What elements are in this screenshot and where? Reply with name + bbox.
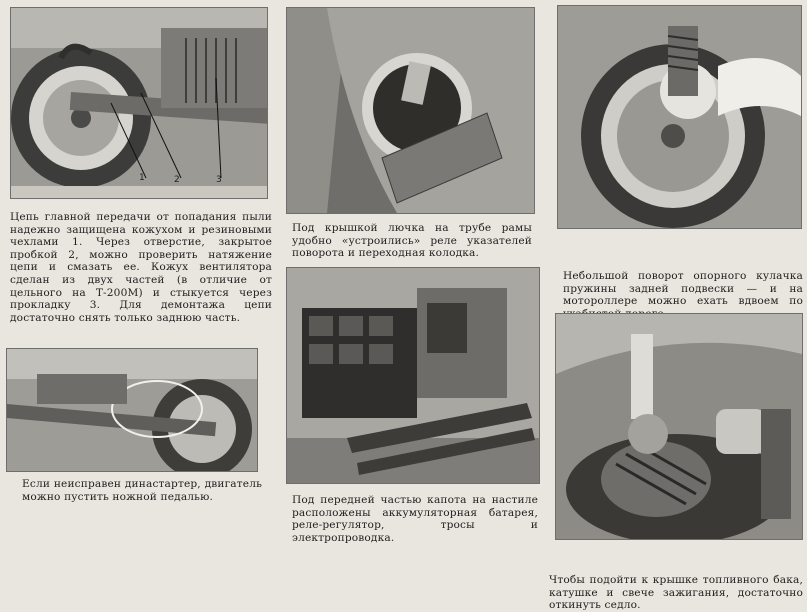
callout-label-1: 1 [139,173,145,183]
caption-under-seat [549,574,803,612]
caption-battery-compartment [292,494,538,544]
caption-frame-hatch [292,222,532,260]
photo-chain-guard [10,7,268,199]
battery-compartment-illustration [287,268,539,483]
callout-label-2: 2 [174,175,180,185]
caption-battery-compartment-text: Под передней частью капота на настиле расположены аккумуляторная батарея, реле-регулятор, тросы и электропроводка. [292,494,538,544]
caption-chain-guard-text: Цепь главной передачи от попадания пыли надежно защищена кожухом и резиновыми чехлами 1. Через отверстие, закрытое пробкой 2, можно проверить натяжение цепи и смазать ее. Кожух вентилятора сделан из двух частей (в отличие от цельного на Т-200М) и стыкуется через прокладку 3. Для демонтажа цепи достаточно снять только заднюю часть. [10,211,272,324]
rear-suspension-illustration [558,6,801,228]
frame-hatch-illustration [287,8,534,213]
caption-kick-start [22,478,262,503]
photo-rear-suspension [557,5,802,229]
caption-chain-guard [10,211,272,324]
photo-kick-start [6,348,258,472]
chain-guard-illustration [11,8,267,198]
kick-start-illustration [7,349,257,471]
photo-battery-compartment [286,267,540,484]
caption-frame-hatch-text: Под крышкой лючка на трубе рамы удобно «устроились» реле указателей поворота и переходная колодка. [292,222,532,260]
caption-rear-suspension-text: Небольшой поворот опорного кулачка пружины задней подвески — и на мотороллере можно ехать вдвоем по [563,270,803,308]
photo-under-seat [555,313,803,540]
callout-label-3: 3 [216,175,222,185]
caption-kick-start-text: Если неисправен династартер, двигатель можно пустить ножной педалью. [22,478,262,503]
photo-frame-hatch [286,7,535,214]
under-seat-illustration [556,314,802,539]
caption-under-seat-text: Чтобы подойти к крышке топливного бака, катушке и свече зажигания, достаточно откинуть седло. [549,574,803,612]
